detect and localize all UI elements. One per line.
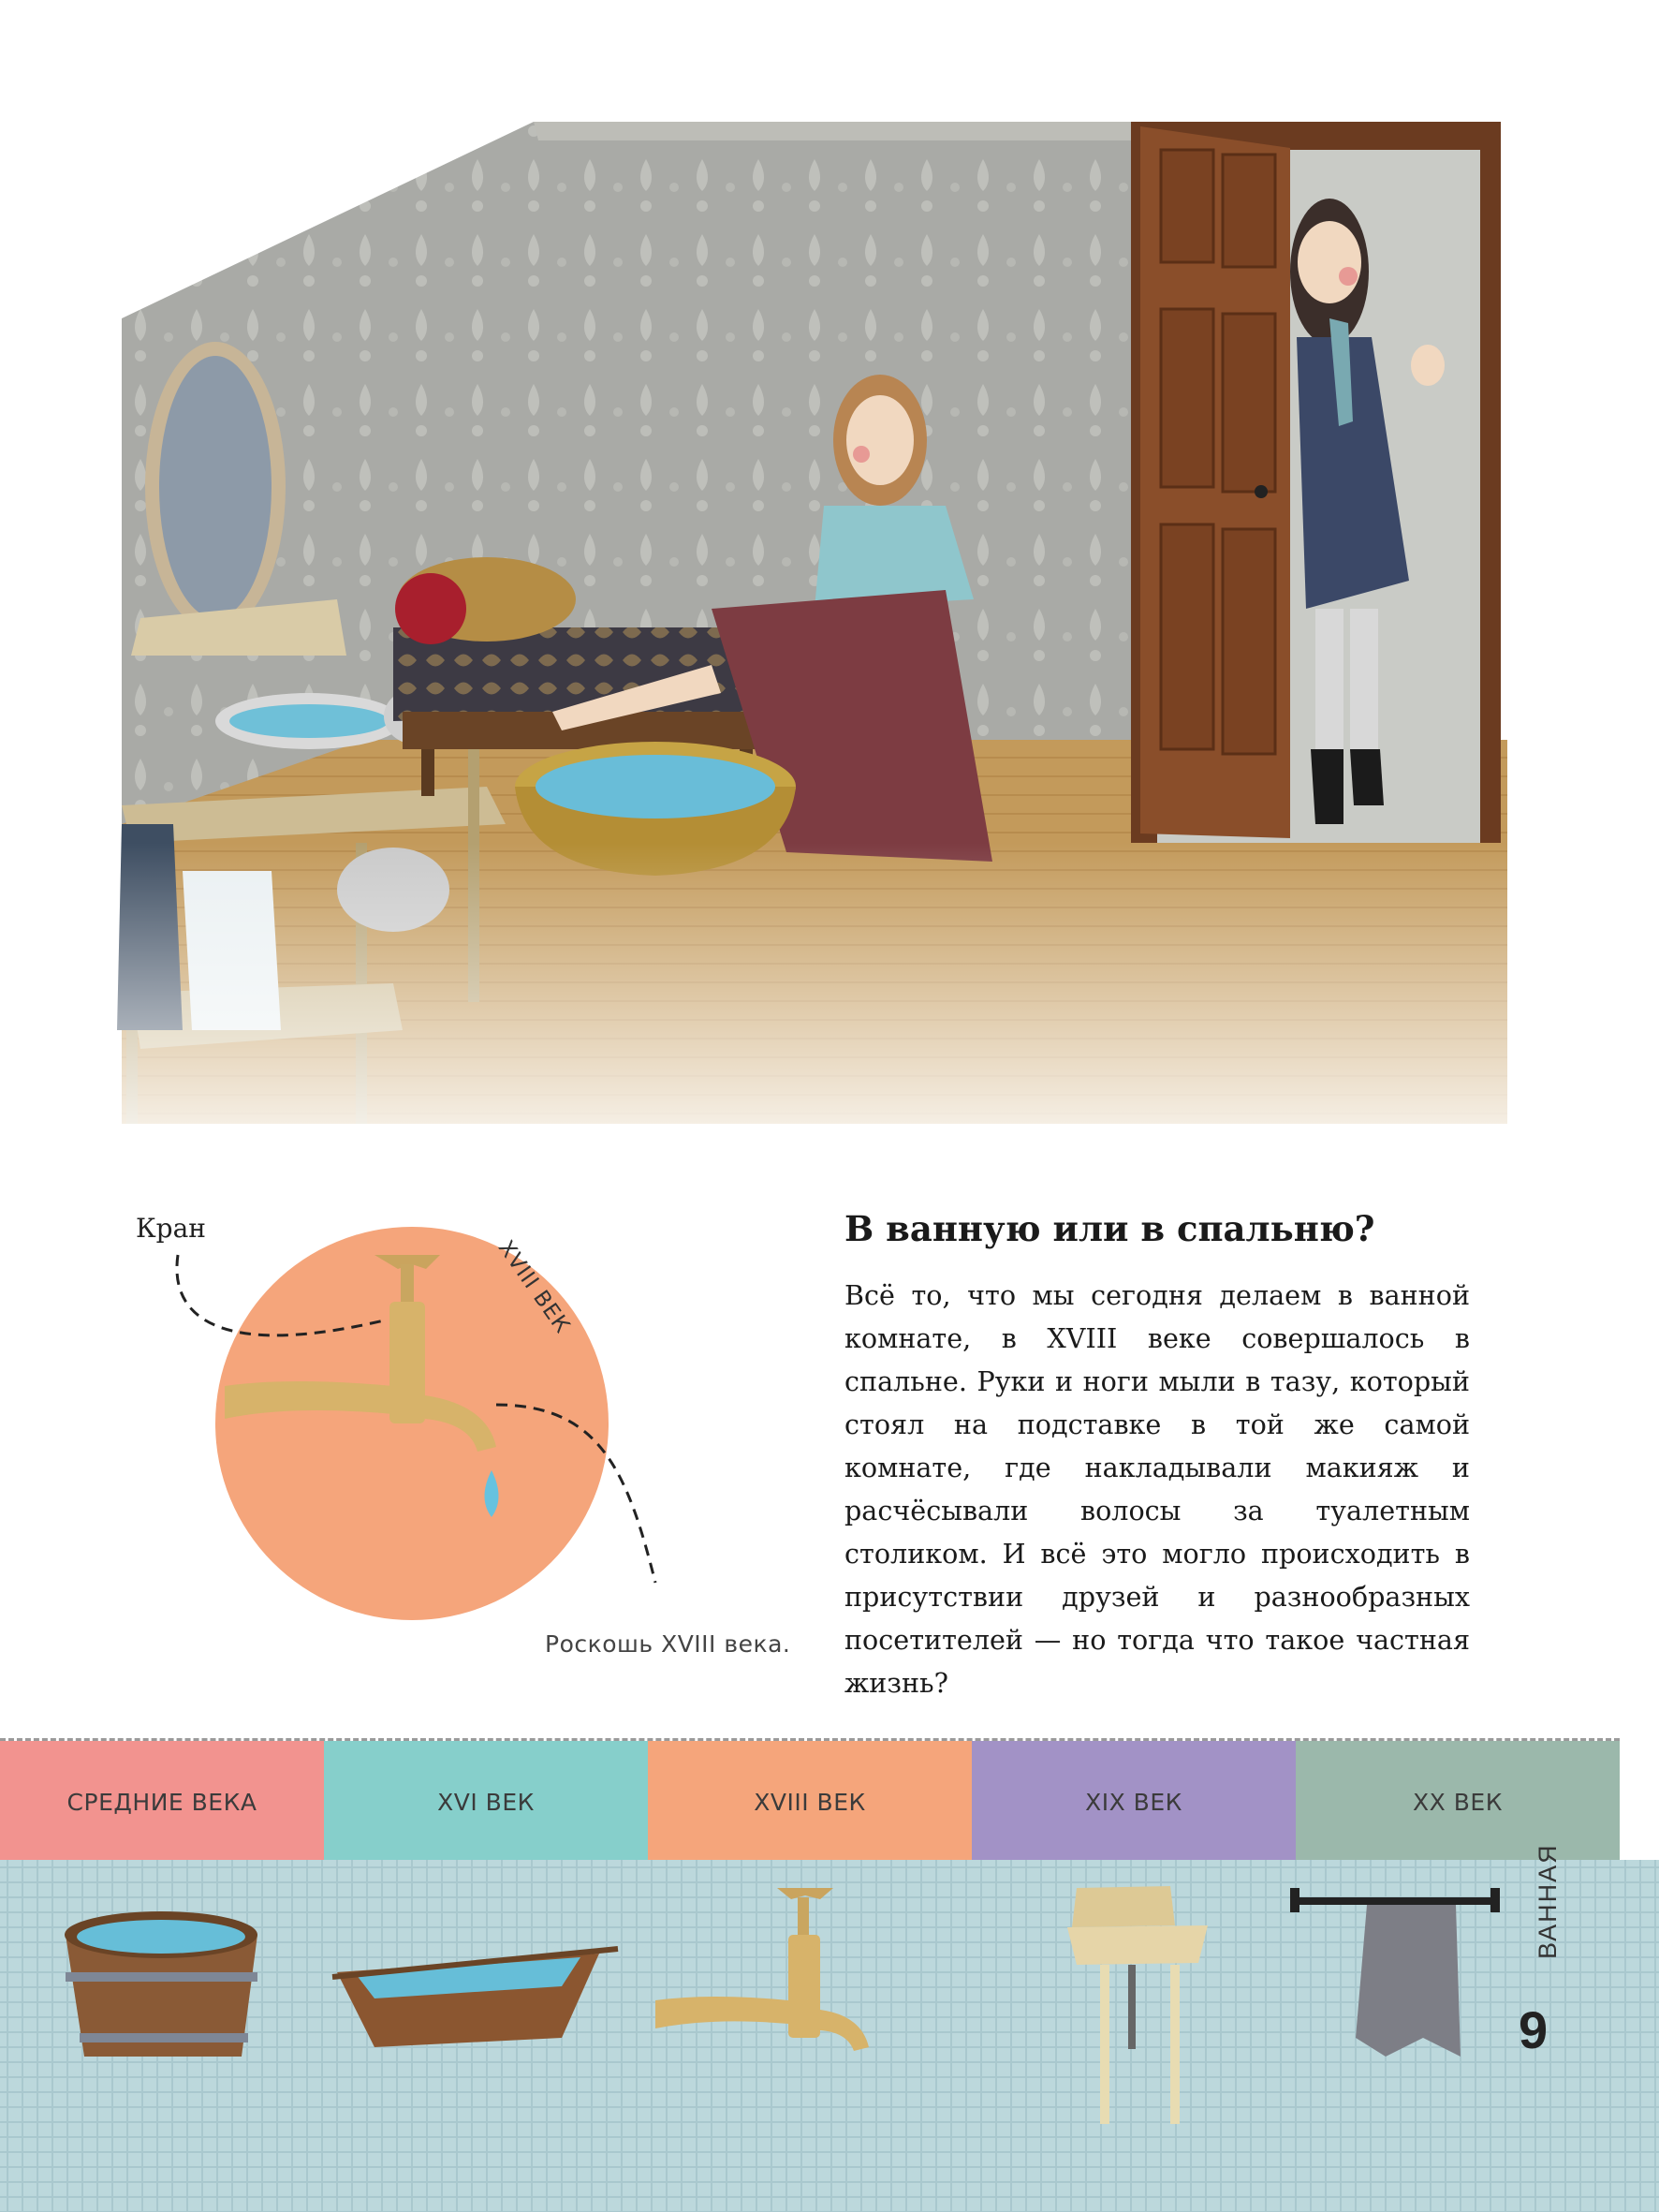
wooden-tub-icon [65, 1911, 257, 2057]
timeline-bar [0, 1738, 1620, 1865]
objects-strip [0, 1860, 1659, 2212]
timeline-segment-16th-century: XVI ВЕК [324, 1741, 648, 1863]
chapter-label: ВАННАЯ [1534, 1843, 1562, 1959]
article-body: Всё то, что мы сегодня делаем в ванной комнате, в XVIII веке совершалось в спальне. Руки и ноги мыли в тазу, который стоял на подставке в той же самой комнате, где накладывали макияж и расчёсывали волосы за туалетным столиком. И всё это могло происходить в присутствии друзей и разнообразных посетителей — но тогда что такое частная жизнь? [844, 1279, 1470, 1699]
faucet-label: Кран [136, 1213, 206, 1244]
page-number: 9 [1519, 2000, 1549, 2059]
timeline-segment-20th-century: XX ВЕК [1296, 1741, 1620, 1863]
timeline-segment-19th-century: XIX ВЕК [972, 1741, 1296, 1863]
timeline-segment-middle-ages: СРЕДНИЕ ВЕКА [0, 1741, 324, 1863]
article-title: В ванную или в спальню? [844, 1208, 1375, 1249]
door-knob [1255, 485, 1268, 498]
faucet-caption: Роскошь XVIII века. [545, 1630, 791, 1658]
faucet-diagram [103, 1189, 796, 1676]
timeline-segment-18th-century: XVIII ВЕК [648, 1741, 972, 1863]
period-label: XVIII ВЕК [492, 1236, 575, 1338]
